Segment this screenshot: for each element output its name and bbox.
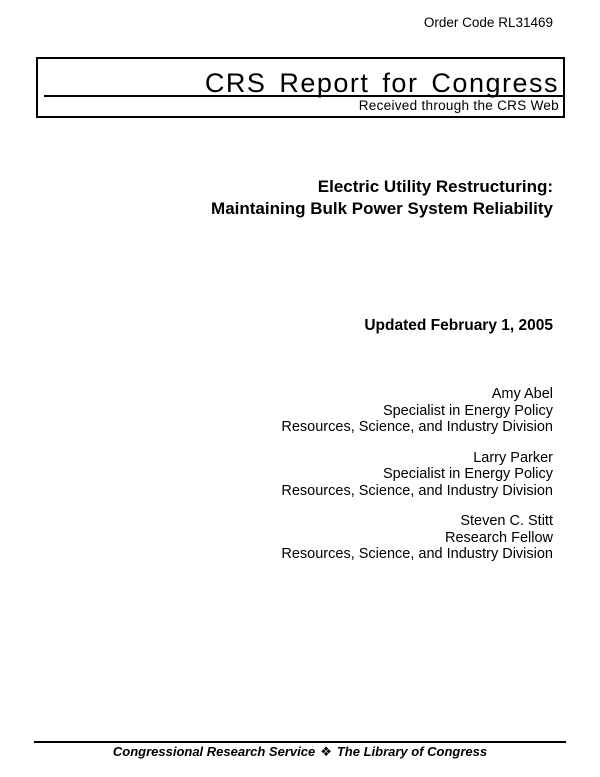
report-title bbox=[211, 176, 553, 220]
masthead-title: CRS Report for Congress bbox=[204, 68, 559, 98]
author-division: Resources, Science, and Industry Division bbox=[281, 546, 553, 562]
report-title-line-1: Electric Utility Restructuring: bbox=[317, 177, 553, 196]
footer-rule bbox=[34, 741, 566, 743]
updated-date: Updated February 1, 2005 bbox=[364, 317, 553, 334]
footer-service-name: Congressional Research Service bbox=[112, 744, 316, 759]
author-name: Larry Parker bbox=[473, 449, 553, 466]
author-division: Resources, Science, and Industry Division bbox=[281, 482, 553, 499]
author-name: Amy Abel bbox=[491, 386, 553, 402]
author-division: Resources, Science, and Industry Division bbox=[281, 419, 553, 435]
author-block bbox=[281, 386, 553, 436]
author-role: Specialist in Energy Policy bbox=[382, 402, 553, 419]
order-code: Order Code RL31469 bbox=[423, 15, 553, 30]
masthead-tagline: Received through the CRS Web bbox=[358, 98, 559, 113]
author-list bbox=[281, 386, 553, 563]
author-name: Steven C. Stitt bbox=[460, 513, 553, 529]
footer-library-name: The Library of Congress bbox=[336, 744, 488, 759]
masthead-box bbox=[36, 57, 565, 118]
author-block bbox=[281, 450, 553, 500]
author-role: Research Fellow bbox=[445, 529, 553, 546]
author-block bbox=[281, 513, 553, 563]
author-role: Specialist in Energy Policy bbox=[382, 466, 553, 482]
footer-text bbox=[0, 744, 600, 759]
diamond-icon: ❖ bbox=[320, 744, 332, 759]
report-title-line-2: Maintaining Bulk Power System Reliability bbox=[211, 199, 553, 218]
